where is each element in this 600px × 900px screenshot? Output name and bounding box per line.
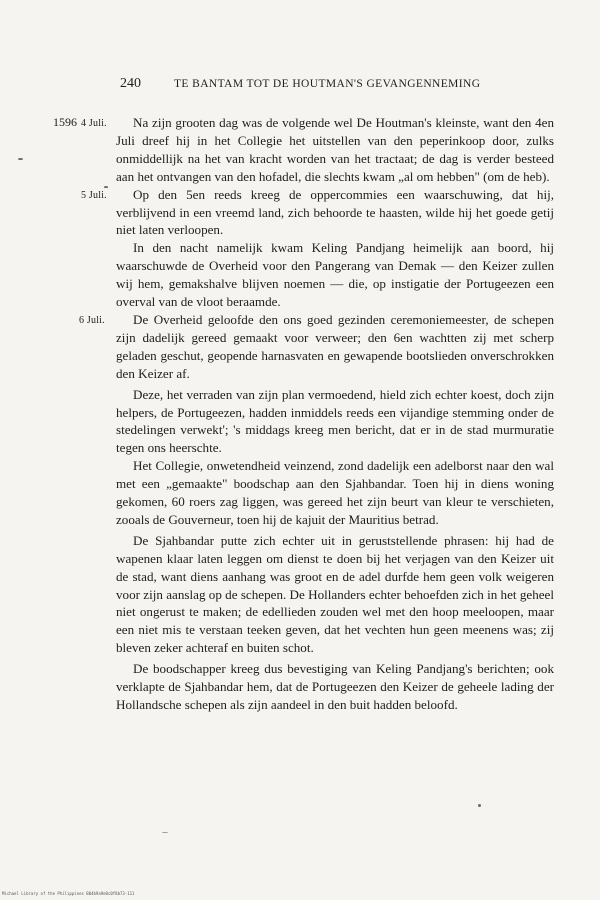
margin-date-4-juli: 4 Juli. [81,118,107,129]
margin-date-5-juli: 5 Juli. [81,189,107,201]
paragraph-1 [53,114,554,186]
running-title: TE BANTAM TOT DE HOUTMAN'S GEVANGENNEMING [174,78,481,90]
margin-year: 1596 [53,115,77,129]
margin-date-6-juli: 6 Juli. [79,314,105,326]
paragraph-6 [116,457,554,529]
paragraph-3 [116,239,554,311]
scan-speck [478,804,481,807]
paragraph-6-text: Het Collegie, onwetendheid veinzend, zond dadelijk een adelborst naar den wal met een „gemaakte" boodschap aan den Sjahbandar. Toen hij in diens woning gekomen, 60 roers zag liggen, was gereed het zijn beurt van kleur te verschieten, zooals de Gouverneur, toen hij de kajuit der Mauritius betrad. [116,458,554,527]
paragraph-3-text: In den nacht namelijk kwam Keling Pandjang heimelijk aan boord, hij waarschuwde de Overheid voor den Pangerang van Demak — den Keizer zullen wij hem, gemakshalve blijven noemen — die, op instigatie der Portugeezen een overval van de vloot beraamde. [116,240,554,310]
paragraph-5-text: Deze, het verraden van zijn plan vermoedend, hield zich echter koest, doch zijn helpers, de Portugeezen, hadden inmiddels reeds een vijandige stemming onder de stedelingen verwekt'; 's middags kreeg men bericht, dat er in de stad murmuratie tegen ons heerschte. [116,386,554,456]
paragraph-4-text: De Overheid geloofde den ons goed gezinden ceremoniemeester, de schepen zijn dadelijk gereed gemaakt voor verweer; den 6en wachtten zij met scherp geladen geschut, geopende harnasvaten en gewapende bootslieden onverschrokken den Keizer af. [116,311,554,381]
scan-speck [162,832,168,833]
paragraph-5 [116,386,554,458]
page-number: 240 [120,76,141,91]
body-text [53,114,554,714]
paragraph-7 [116,532,554,657]
paragraph-2 [81,186,554,240]
paragraph-4 [79,311,554,383]
paragraph-8-text: De boodschapper kreeg dus bevestiging van Keling Pandjang's berichten; ook verklapte de Sjahbandar hem, dat de Portugeezen den Keizer de geheele lading der Hollandsche schepen als zijn aandeel in den buit hadden beloofd. [116,661,554,712]
scan-footer: Michael Library of the Philippines B04b9a9e0c0f8b73-111 [2,891,135,896]
scan-speck [104,186,108,188]
paragraph-7-text: De Sjahbandar putte zich echter uit in geruststellende phrasen: hij had de wapenen klaar laten leggen om dienst te doen bij het verjagen van den Keizer uit de stad, want diens aanhang was groot en de adel durfde hem geen volk weigeren voor zijn aanslag op de schepen. De Hollanders echter behoefden zich in het geheel niet ongerust te maken; de edellieden zouden wel met den hoop meeloopen, maar een niet mis te verstaan teeken geven, dat het vechten hun geen meenens was; zij bleven zeker achteraf en buiten schot. [116,532,554,656]
page-header [0,76,600,96]
paragraph-2-text: Op den 5en reeds kreeg de oppercommies een waarschuwing, dat hij, verblijvend in een vreemd land, zich behoorde te haasten, wilde hij het goede getij niet laten verloopen. [116,186,554,238]
paragraph-8 [116,660,554,714]
scan-speck [18,158,23,160]
paragraph-1-text: Na zijn grooten dag was de volgende wel De Houtman's kleinste, want den 4en Juli dreef hij in het Collegie het uitstellen van den peperinkoop door, zulks onmiddellijk na het van kracht worden van het tractaat; de dag is verder besteed aan het ontvangen van den hofadel, die slechts kwam „al om hebben" (om de heb). [116,115,554,184]
